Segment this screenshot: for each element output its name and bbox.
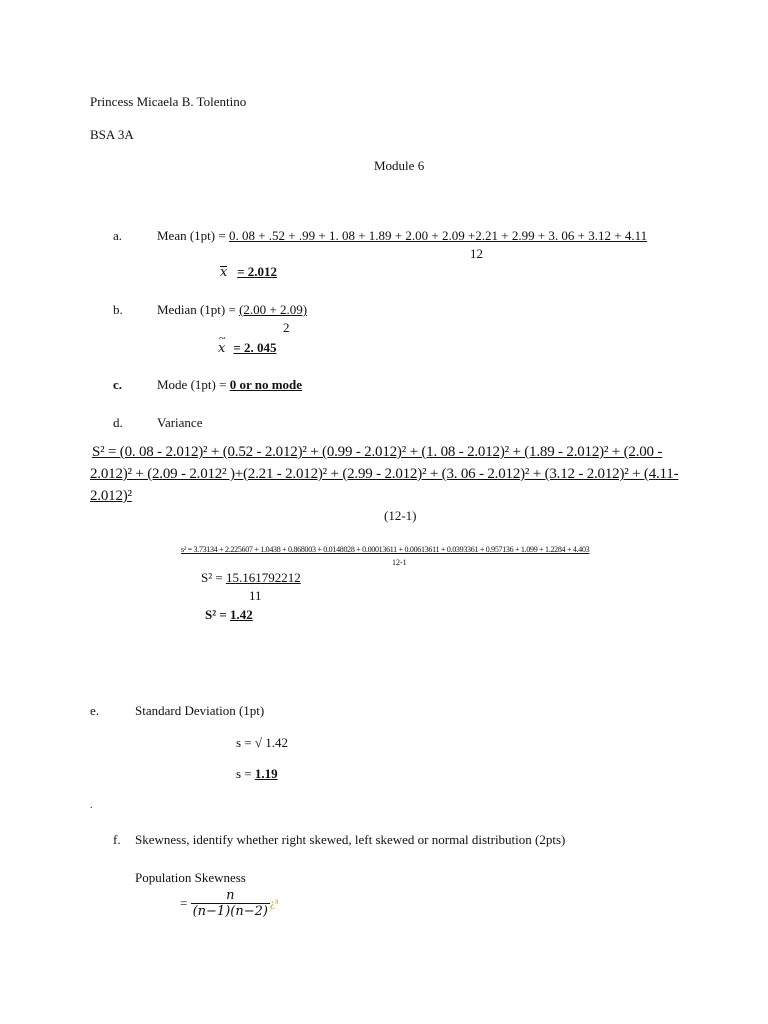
median-result: = 2. 045 [233, 340, 277, 355]
page-title: Module 6 [374, 158, 425, 173]
mean-result-row [220, 264, 277, 280]
median-label [157, 302, 307, 318]
variance-label: Variance [157, 415, 203, 430]
variance-fraction-numerator: 15.161792212 [225, 570, 301, 585]
variance-expanded-denominator: 12-1 [392, 558, 407, 567]
variance-fraction-denominator: 11 [249, 588, 262, 603]
variance-result-prefix: S² = [205, 607, 231, 622]
stray-dot: . [90, 800, 93, 811]
stddev-formula: s = √ 1.42 [236, 735, 289, 750]
variance-marker: d. [113, 415, 123, 430]
mode-marker: c. [113, 377, 123, 392]
median-result-row [218, 331, 277, 356]
skewness-numerator: n [191, 888, 270, 904]
skewness-marker: f. [113, 832, 121, 847]
skewness-denominator: (n−1)(n−2) [192, 904, 268, 919]
mode-result: 0 or no mode [229, 377, 303, 392]
median-marker: b. [113, 302, 123, 317]
variance-result-row [205, 607, 253, 623]
median-label-text: Median (1pt) = [157, 302, 240, 317]
skewness-tail: ¿³ [269, 897, 279, 910]
skewness-fraction [191, 888, 270, 919]
mean-result: = 2.012 [237, 264, 278, 279]
mean-numerator: 0. 08 + .52 + .99 + 1. 08 + 1.89 + 2.00 + 2.09 +2.21 + 2.99 + 3. 06 + 3.12 + 4.11 [228, 228, 648, 243]
mode-row [157, 377, 302, 393]
mode-label: Mode (1pt) = [157, 377, 230, 392]
variance-line-3: 2.012)² [90, 488, 132, 504]
median-numerator: (2.00 + 2.09) [239, 302, 308, 317]
variance-fraction-row [201, 570, 301, 586]
skewness-label: Skewness, identify whether right skewed, left skewed or normal distribution (2pts) [135, 832, 566, 847]
stddev-marker: e. [90, 703, 100, 718]
variance-fraction-prefix: S² = [201, 570, 226, 585]
mean-label [157, 228, 647, 244]
student-name: Princess Micaela B. Tolentino [90, 94, 247, 109]
variance-expanded-numerator: s² = 3.73134 + 2.225607 + 1.0438 + 0.868003 + 0.0148028 + 0.00013611 + 0.00613611 + 0.0393361 + 0.957136 + 1.099 + 1.2284 + 4.403 [181, 545, 590, 554]
stddev-result-row [236, 766, 278, 782]
stddev-result-prefix: s = [236, 766, 255, 781]
variance-denominator: (12-1) [384, 508, 417, 523]
mean-denominator: 12 [470, 246, 483, 261]
stddev-result: 1.19 [254, 766, 278, 781]
skewness-subtitle: Population Skewness [135, 870, 246, 885]
variance-line-2: 2.012)² + (2.09 - 2.012² )+(2.21 - 2.012)² + (2.99 - 2.012)² + (3. 06 - 2.012)² + (3.12 - 2.012)² + (4.11- [90, 466, 679, 482]
skewness-equals: = [180, 895, 188, 911]
student-section: BSA 3A [90, 127, 134, 142]
variance-result: 1.42 [230, 607, 253, 622]
mean-label-text: Mean (1pt) = [157, 228, 229, 243]
x-tilde-symbol: ~ x [218, 331, 226, 356]
variance-line-1: S² = (0. 08 - 2.012)² + (0.52 - 2.012)² + (0.99 - 2.012)² + (1. 08 - 2.012)² + (1.89 - 2.012)² + (2.00 - [92, 444, 663, 460]
skewness-formula [180, 888, 278, 919]
mean-marker: a. [113, 228, 123, 243]
stddev-label: Standard Deviation (1pt) [135, 703, 265, 718]
median-denominator: 2 [283, 320, 290, 335]
x-bar-symbol: x [220, 265, 228, 280]
